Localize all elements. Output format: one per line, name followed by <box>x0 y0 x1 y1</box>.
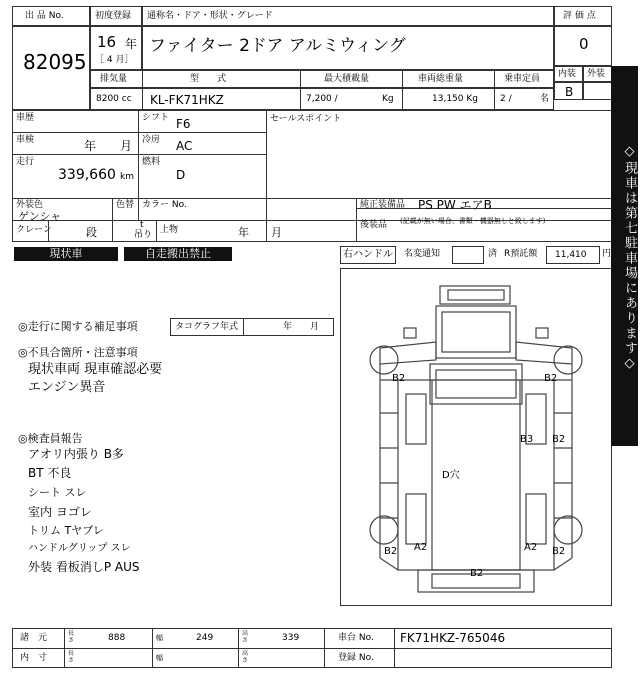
height-label: 高さ <box>242 630 249 644</box>
sales-points-label: セールスポイント <box>270 114 342 124</box>
inspection-value: 年 月 <box>84 139 133 153</box>
upper-label: 上物 <box>160 225 179 235</box>
recycle-amount-box <box>546 246 600 264</box>
reg-year-unit: 年 <box>125 37 138 51</box>
color-change-label: 色替 <box>116 200 135 210</box>
aftermarket-note: (記載が無い場合、書類・機器無しと致します) <box>400 217 546 225</box>
fuel-label: 燃料 <box>142 157 161 167</box>
defect-line-2: エンジン異音 <box>28 380 106 395</box>
aftermarket-label: 後装品 <box>360 220 388 230</box>
location-notice-sidebar: ◇現車は第七駐車場にあります◇ <box>611 66 638 446</box>
crane-t: t <box>140 220 144 230</box>
damage-mark-a2-rear-right: A2 <box>524 542 538 553</box>
specs-label-row <box>90 70 554 88</box>
inner-height-label: 高さ <box>242 650 249 664</box>
eval-score-cell <box>554 26 612 66</box>
capacity-value: 2 / <box>500 94 512 104</box>
aircon-value: AC <box>176 139 193 153</box>
interior-grade-cell <box>554 82 583 100</box>
defects-heading: ◎不具合箇所・注意事項 <box>18 346 138 359</box>
tachograph-value: 年 月 <box>283 322 320 332</box>
current-car-badge: 現状車 <box>14 247 118 261</box>
exterior-label: 外装 <box>587 69 606 79</box>
damage-mark-b3-side-right: B3 <box>520 434 534 445</box>
inspector-line-4: 室内 ヨゴレ <box>28 505 92 519</box>
name-change-box <box>452 246 484 264</box>
length-value: 888 <box>108 633 126 643</box>
inner-dims-label: 内 寸 <box>20 653 48 663</box>
interior-grade: B <box>565 85 574 99</box>
truck-outline-diagram <box>340 268 612 606</box>
ext-color-label: 外装色 <box>16 200 44 210</box>
name-change-label: 名変通知 <box>404 249 441 259</box>
inspector-line-3: シート スレ <box>28 486 87 499</box>
capacity-unit: 名 <box>540 94 550 104</box>
lot-label-cell <box>12 6 90 26</box>
recycle-deposit-label: R預託額 <box>504 249 538 259</box>
reg-month: ［ 4 月］ <box>95 55 134 65</box>
steering-label: 右ハンドル <box>340 246 396 264</box>
tachograph-box <box>170 318 334 336</box>
spec-row-label: 諸 元 <box>20 633 48 643</box>
height-value: 339 <box>282 633 300 643</box>
model-code-label: 型 式 <box>190 74 227 84</box>
lot-number: 82095 <box>23 50 87 74</box>
damage-mark-b2-front-left: B2 <box>392 373 406 384</box>
registration-label: 登録 No. <box>338 653 374 663</box>
length-label: 長さ <box>68 630 75 644</box>
year-cell <box>90 26 142 70</box>
exterior-grade-cell <box>583 82 612 100</box>
inspector-line-7: 外装 看板消しP AUS <box>28 560 140 574</box>
mileage-unit: km <box>120 172 134 182</box>
eval-label: 評 価 点 <box>563 11 596 21</box>
damage-mark-d-hole-body: D穴 <box>442 470 460 481</box>
inner-length-label: 長さ <box>68 650 75 664</box>
max-load-label: 最大積載量 <box>324 74 370 84</box>
defect-line-1: 現状車両 現車確認必要 <box>28 362 163 377</box>
aircon-label: 冷房 <box>142 135 161 145</box>
crane-tier: 段 <box>86 226 97 239</box>
lot-label: 出 品 No. <box>25 11 64 21</box>
width-value: 249 <box>196 633 214 643</box>
inspector-line-6: ハンドルグリップ スレ <box>28 543 131 554</box>
damage-mark-b2-front-right: B2 <box>544 373 558 384</box>
upper-value: 年 月 <box>238 226 282 239</box>
mileage-label: 走行 <box>16 157 35 167</box>
eval-label-cell <box>554 6 612 26</box>
damage-mark-b2-rear: B2 <box>470 568 484 579</box>
crane-hang: 吊り <box>134 230 153 240</box>
displacement-value: 8200 cc <box>96 94 132 104</box>
damage-mark-b2-side-right: B2 <box>552 434 566 445</box>
tachograph-label: タコグラフ年式 <box>175 322 239 332</box>
gross-weight-label: 車両総重量 <box>418 74 464 84</box>
genuine-equipment-label: 純正装備品 <box>360 200 406 210</box>
damage-mark-a2-rear-left: A2 <box>414 542 428 553</box>
chassis-number: FK71HKZ-765046 <box>400 631 506 645</box>
max-load-unit: Kg <box>382 94 394 104</box>
genuine-equipment-value: PS PW エアB <box>418 198 492 212</box>
gross-weight-value: 13,150 Kg <box>432 94 478 104</box>
damage-mark-b2-rear-right: B2 <box>552 546 566 557</box>
inspector-line-5: トリム Tヤブレ <box>28 524 104 537</box>
exterior-label-cell <box>583 66 612 82</box>
inspector-line-1: アオリ内張り B多 <box>28 447 124 461</box>
inspector-heading: ◎検査員報告 <box>18 432 83 445</box>
first-reg-label-cell <box>90 6 142 26</box>
width-label: 幅 <box>156 634 163 642</box>
first-reg-label: 初度登録 <box>95 11 132 21</box>
mileage-value: 339,660 <box>58 167 116 183</box>
shift-value: F6 <box>176 117 191 131</box>
lot-number-cell <box>12 26 90 110</box>
recycle-unit: 円 <box>602 249 612 259</box>
model-name: ファイター 2ドア アルミウィング <box>149 36 406 56</box>
reg-year: 16 <box>97 33 117 51</box>
max-load-value: 7,200 / <box>306 94 338 104</box>
recycle-amount: 11,410 <box>555 250 587 260</box>
inner-width-label: 幅 <box>156 654 163 662</box>
model-name-cell <box>142 26 554 70</box>
history-label: 車歴 <box>16 113 35 123</box>
ext-color-value: ゲンシャ <box>18 210 62 223</box>
model-name-label-cell <box>142 6 554 26</box>
eval-score: 0 <box>579 35 589 53</box>
damage-mark-b2-rear-left: B2 <box>384 546 398 557</box>
model-code-value: KL-FK71HKZ <box>150 93 224 107</box>
inspection-label: 車検 <box>16 135 35 145</box>
capacity-label: 乗車定員 <box>504 74 541 84</box>
chassis-label: 車台 No. <box>338 633 374 643</box>
recycle-done-label: 済 <box>488 249 498 259</box>
self-drive-ban-badge: 自走搬出禁止 <box>124 247 232 261</box>
inspector-line-2: BT 不良 <box>28 466 72 480</box>
interior-label: 内装 <box>558 69 577 79</box>
interior-label-cell <box>554 66 583 82</box>
color-no-label: カラー No. <box>142 200 187 210</box>
displacement-label: 排気量 <box>100 74 128 84</box>
crane-label: クレーン <box>16 225 52 235</box>
fuel-value: D <box>176 168 186 182</box>
travel-notes-heading: ◎走行に関する補足事項 <box>18 320 138 333</box>
shift-label: シフト <box>142 113 170 123</box>
model-name-label: 通称名・ドア・形状・グレード <box>147 11 273 21</box>
